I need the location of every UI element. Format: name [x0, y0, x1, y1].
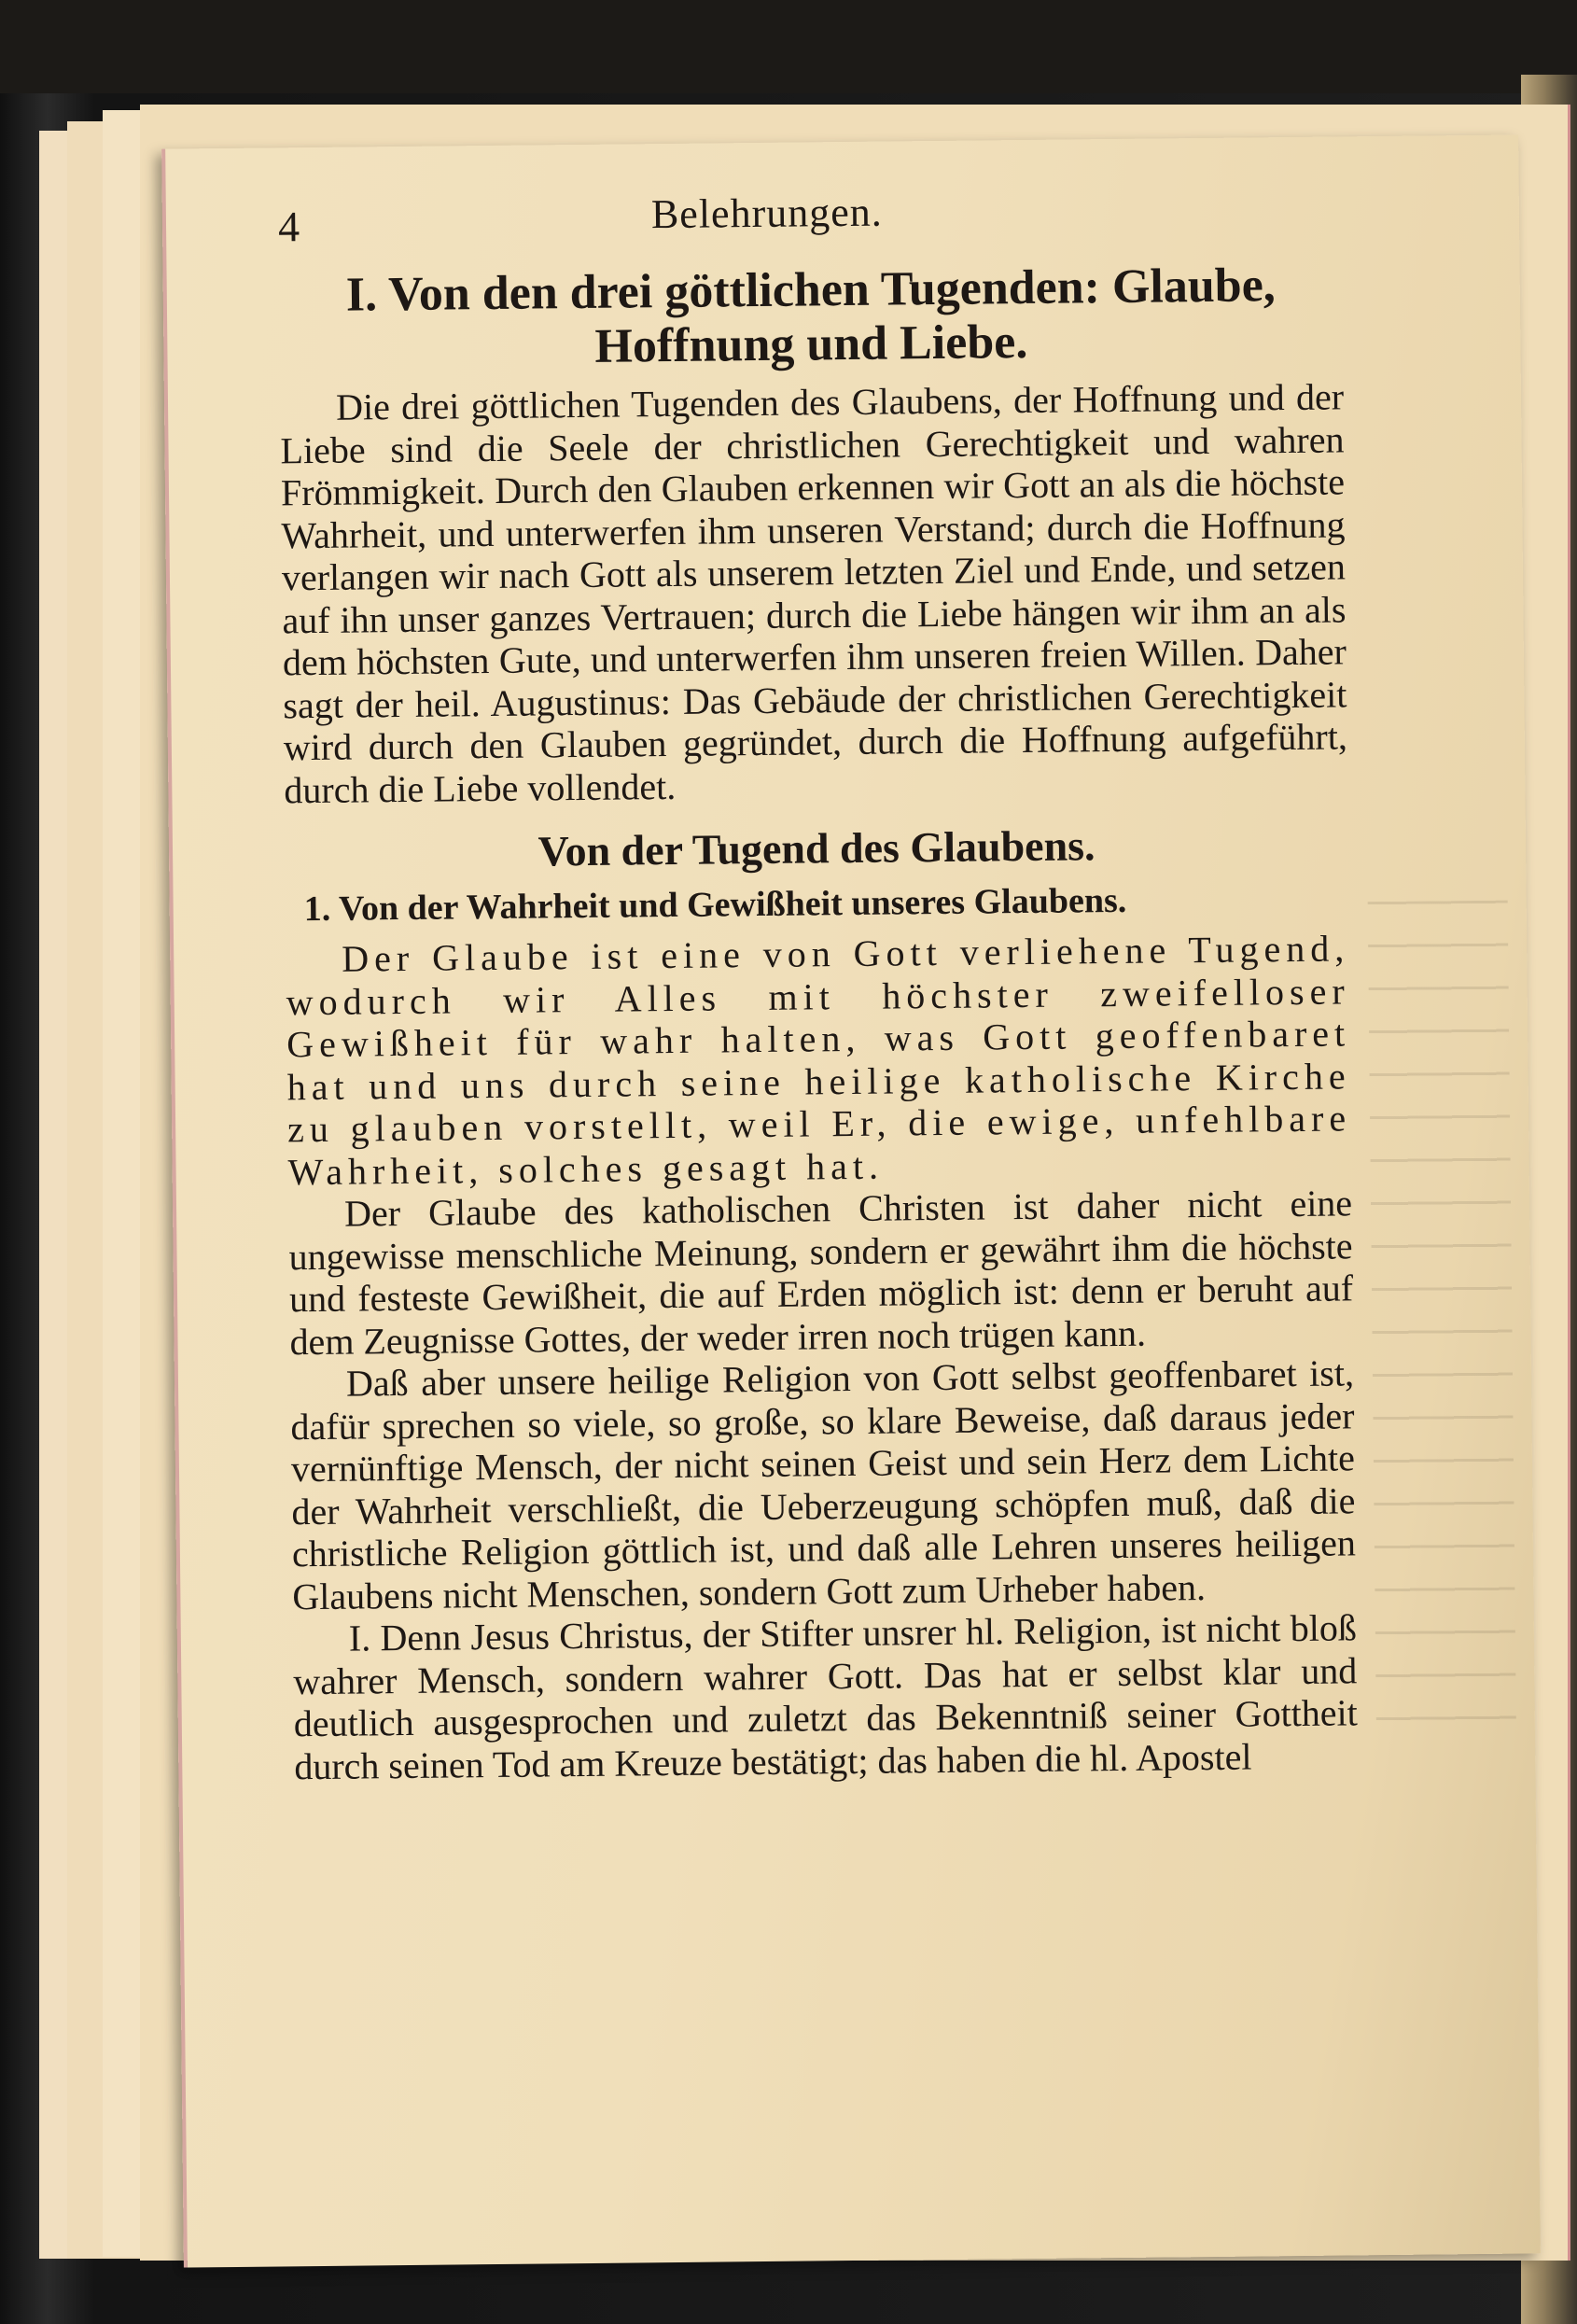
running-head: Belehrungen. — [650, 189, 883, 238]
subsection-heading: 1. Von der Wahrheit und Gewißheit unseres Glaubens. — [303, 880, 1127, 930]
paragraph: Der Glaube ist eine von Gott verliehene Tugend, wodurch wir Alles mit höchster zweifelloser Gewißheit für wahr halten, was Gott geoffenbaret hat und uns durch seine heilige katholische Kirche zu glauben vorstellt, weil Er, die ewige, unfehlbare Wahrheit, solches gesagt hat. — [286, 927, 1352, 1193]
page-number: 4 — [277, 203, 300, 251]
paragraph: Daß aber unsere heilige Religion von Gott selbst geoffenbaret ist, dafür sprechen so viele, so große, so klare Beweise, daß daraus jeder vernünftige Mensch, der nicht seinen Geist und sein Herz dem Lichte der Wahrheit verschließt, die Ueberzeugung schöpfen muß, daß die christliche Religion göttlich ist, und daß alle Lehren unseres heiligen Glaubens nicht Menschen, sondern Gott zum Urheber haben. — [290, 1351, 1357, 1617]
show-through-text — [1368, 901, 1516, 1743]
book-page — [161, 134, 1541, 2267]
paragraph: Der Glaube des katholischen Christen ist daher nicht eine ungewisse menschliche Meinung, sondern er gewährt ihm die höchste und festeste Gewißheit, die auf Erden möglich ist: denn er beruht auf dem Zeugnisse Gottes, der weder irren noch trügen kann. — [288, 1182, 1354, 1363]
intro-paragraph: Die drei göttlichen Tugenden des Glaubens, der Hoffnung und der Liebe sind die Seele der christlichen Gerechtigkeit und wahren Frömmigkeit. Durch den Glauben erkennen wir Gott an als die höchste Wahrheit, und unterwerfen ihm unseren Verstand; durch die Hoffnung verlangen wir nach Gott als unserem letzten Ziel und Ende, und setzen auf ihn unser ganzes Vertrauen; durch die Liebe hängen wir ihm an als dem höchsten Gute, und unterwerfen ihm unseren freien Willen. Daher sagt der heil. Augustinus: Das Gebäude der christlichen Gerechtigkeit wird durch den Glauben gegründet, durch die Hoffnung aufgeführt, durch die Liebe vollendet. — [280, 375, 1348, 811]
subsection-title: Von der Tugend des Glaubens. — [537, 821, 1096, 875]
page-content — [278, 174, 1359, 1787]
paragraph: I. Denn Jesus Christus, der Stifter unsrer hl. Religion, ist nicht bloß wahrer Mensch, sondern wahrer Gott. Das hat er selbst klar und deutlich ausgesprochen und zuletzt das Bekenntniß seiner Gottheit durch seinen Tod am Kreuze bestätigt; das haben die hl. Apostel — [293, 1606, 1359, 1787]
page-header — [278, 174, 1343, 269]
section-title: I. Von den drei göttlichen Tugenden: Glaube, Hoffnung und Liebe. — [345, 259, 1277, 373]
